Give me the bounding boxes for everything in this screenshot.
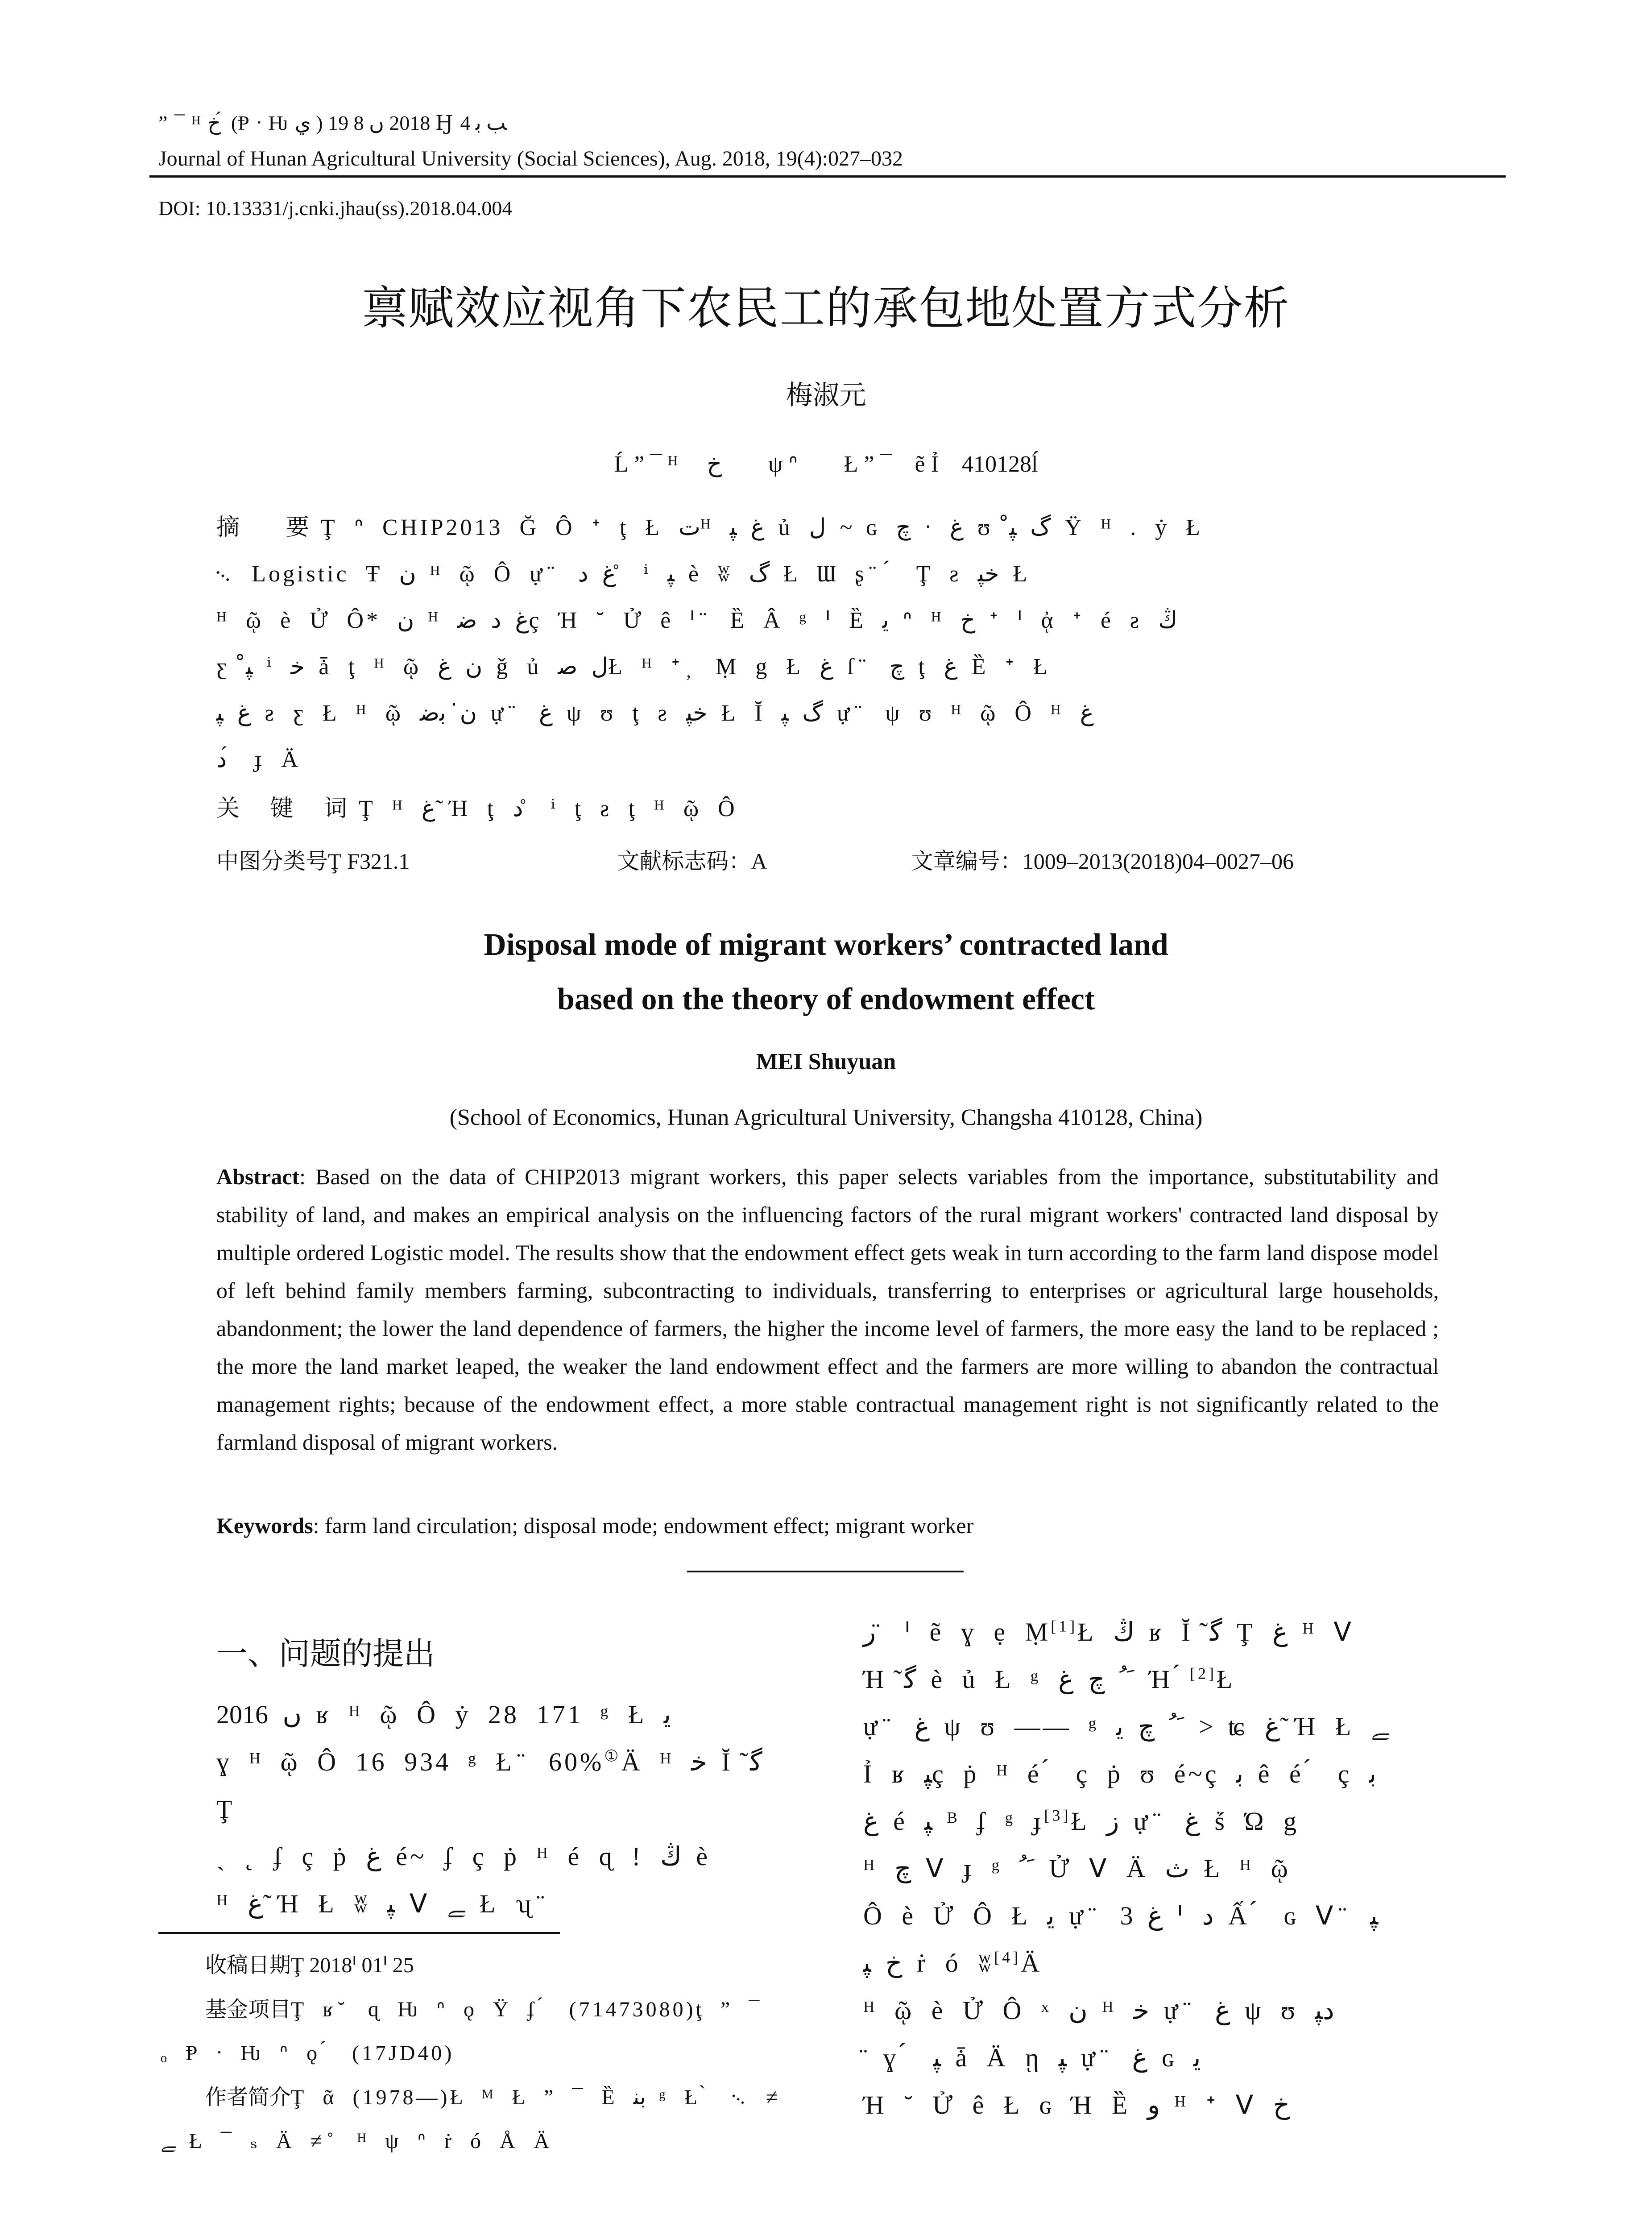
body-line: Ô è Ử Ô Ł ﻳ ự ̈ ﻍ 3 ᑊ ﺩ Ấ ́ ɢ ᐯ ̈ ﭙ — [863, 1901, 1378, 1930]
received-label: 收稿日期 — [205, 1953, 291, 1978]
abstract-en-label: Abstract — [216, 1164, 300, 1189]
body-line: ᴴ ﻍ ̃Ή Ł ʬ ﭙ ᐯ ﮯ Ł ʯ ̈ — [216, 1889, 551, 1918]
affiliation-cn: Ĺ ” ¯ ᴴ ﺥ ψ ᐢ Ł ” ¯ ẽ Ỉ 410128ĺ — [614, 452, 1038, 477]
footnote-marker: ① — [604, 1747, 621, 1765]
abstract-en-text: : Based on the data of CHIP2013 migrant workers, this paper selects variables from the importance, substitutability and stability of land, and makes an empirical analysis on the influencing factors of the rural migrant workers' contracted land disposal by multiple ordered Logistic model. The results show that the endowment effect gets weak in turn according to the farm land dispose model of left behind family members farming, subcontracting to individuals, transferring to enterprises or agricultural large households, abandonment; the lower the land dependence of farmers, the higher the income level of farmers, the more easy the land to be replaced ; the more the land market leaped, the weaker the land endowment effect and the farmers are more willing to abandon the contractual management rights; because of the endowment effect, a more stable contractual management right is not significantly related to the farmland disposal of migrant workers. — [216, 1164, 1439, 1455]
paper-title-en-line1: Disposal mode of migrant workers’ contracted land — [484, 928, 1168, 962]
fund-value-cont: ₒ Ᵽ ᐧ Ƕ ᐢ ǫ ́ (17JD40) — [161, 2041, 455, 2065]
abstract-cn-line: ᴴ ῷ è Ử Ô* ﻥ ᴴ ﻍ ﺩ ﺿç Ή ˘ Ử ê ᑊ ̈ Ȅ Â ᵍ ᑊ Ȅ ﻳ ᐢ ᴴ ﺥ ᐩ ᑊ ᾀ ᐩ é ƨ ﯓ — [216, 608, 1178, 633]
body-line-text: Ή ̃ﮔ è ủ Ł ᵍ ﹶﹸ ﭺ ﻍ Ή ́ — [863, 1665, 1190, 1694]
classification-row — [216, 843, 1439, 875]
keywords-cn — [216, 785, 1439, 832]
citation-ref: [4] — [994, 1948, 1021, 1966]
bio-label: 作者简介 — [205, 2085, 291, 2110]
keywords-en-label: Keywords — [216, 1513, 313, 1538]
body-line — [863, 1656, 1506, 1703]
body-line-tail: Ł — [1217, 1665, 1235, 1694]
body-line — [863, 1798, 1506, 1845]
author-en: MEI Shuyuan — [756, 1049, 896, 1074]
clc-value: Ţ F321.1 — [328, 849, 410, 874]
footnotes — [161, 1943, 830, 2163]
keywords-en-text: : farm land circulation; disposal mode; endowment effect; migrant worker — [313, 1513, 974, 1538]
body-line — [863, 1940, 1506, 1987]
body-line-text: ﻍ é ﭙ ᴮ ʄ ᵍ ɟ — [863, 1807, 1044, 1836]
body-line: ᴴ ῷ è Ử Ô ˣ ﻥ ᴴ ﺧ ự ̈ ﻍ ψ ʊ ﺩﭙ — [863, 1996, 1334, 2025]
fund-value: Ţ ʁ ̆ ɋ Ƕ ᐢ ǫ Ÿ ʄ ́ (71473080)ţ ” ¯ — [291, 1998, 762, 2021]
article-no-label: 文章编号： — [911, 848, 1023, 874]
abstract-cn-line: Ţ ᐢ CHIP2013 Ğ Ô ᐩ ţ Ł ﺕᴴ ﻍ ﭙ ủ ﻝ ~ ɢ ﭺ ᐧ ﻍ ʊ ﮒ ﭙ̊ Ÿ ᴴ . ẏ Ł — [321, 515, 1203, 540]
body-line: ᴴ ﭺ ᐯ ɟ ᵍ ﹶﹸ Ử ᐯ Ä ﺙ Ł ᴴ ῷ — [863, 1854, 1291, 1883]
body-line-text: ɣ ᴴ ῷ Ô 16 934 ᵍ Ł ̈ 60% — [216, 1747, 604, 1776]
article-no-value: 1009–2013(2018)04–0027–06 — [1022, 849, 1294, 874]
abstract-cn-label: 摘 要 — [216, 514, 321, 541]
doc-code-value: A — [751, 849, 766, 874]
doi: DOI: 10.13331/j.cnki.jhau(ss).2018.04.004 — [158, 197, 513, 220]
body-right-column — [863, 1609, 1506, 2129]
keywords-cn-label: 关 键 词 — [216, 795, 359, 822]
citation-ref: [2] — [1190, 1664, 1217, 1683]
doc-code-label: 文献标志码： — [617, 848, 751, 874]
fund-label: 基金项目 — [205, 1997, 291, 2022]
keywords-en — [216, 1513, 1439, 1538]
journal-header-en: Journal of Hunan Agricultural University (Social Sciences), Aug. 2018, 19(4):027–032 — [158, 147, 903, 170]
affiliation-en: (School of Economics, Hunan Agricultural University, Changsha 410128, China) — [449, 1105, 1203, 1130]
keywords-cn-value: Ţ ᴴ ﻍ ̃Ή ţ ﺩ ̊ ⁱ ţ ƨ ţ ᴴ ῷ Ô — [359, 796, 737, 821]
body-line: 2016 ں ʁ ᴴ ῷ Ô ẏ 28 171 ᵍ Ł ﻳ — [216, 1700, 671, 1729]
body-left-column — [216, 1691, 792, 1928]
bio-value: Ţ ᾶ (1978—)Ł ᴹ Ł ” ¯ Ȅ ﺑﻨ ᵍ Ł ̀ ᨞ ≠ — [291, 2086, 781, 2109]
header-rule — [149, 175, 1506, 178]
citation-ref: [3] — [1044, 1806, 1071, 1825]
bio-value-cont: ﮯ Ł ¯ ₛ Ä ≠ ̊ ᴴ ψ ᐢ ṙ ó Å Ä — [161, 2129, 552, 2153]
abstract-cn-line: ᨞ Logistic Ŧ ﻥ ᴴ ῷ Ô ự ̈ ﻍ ﺩ ̊ ⁱ ﭙ è ʬ ﮒ Ł Ɯ ʂ ̈ ́ Ţ ƨ ﺧﭙ Ł — [216, 561, 1030, 587]
abstract-en — [216, 1158, 1439, 1461]
body-line-tail: Ł ﺯ ự ̈ ﻍ ṥ Ώ g — [1071, 1807, 1300, 1836]
body-line: Ỉ ʁ ﭙç ṗ ᴴ é ́ ç ṗ ʊ é~ç ﺑ ê é ́ ç ﺑ — [863, 1759, 1377, 1788]
body-line — [863, 1609, 1506, 1656]
abstract-cn-line: ƹ ﭙ̊ ⁱ ﺧ ǡ ţ ᴴ ῷ ﻥ ﻍ ǧ ủ ﻝ ﺻŁ ᴴ ᐩ ̦ Ṃ g Ł ﻍ ſ ̈ ﭺ ţ ﻍ Ȅ ᐩ Ł — [216, 654, 1050, 680]
footnote-rule — [158, 1932, 560, 1934]
section-heading: 一、问题的提出 — [216, 1635, 435, 1672]
citation-ref: [1] — [1051, 1617, 1078, 1635]
body-line — [216, 1738, 792, 1833]
body-line-tail: Ä — [1021, 1949, 1042, 1978]
paper-title-cn: 禀赋效应视角下农民工的承包地处置方式分析 — [362, 282, 1290, 335]
received-value: Ţ 2018ᑊ 01ᑊ 25 — [291, 1953, 414, 1977]
body-line-text: ﺥ ﭙ ṙ ó ʬ — [863, 1949, 994, 1978]
clc-label: 中图分类号 — [216, 848, 328, 874]
body-line: ˏ ˛ ʄ ç ṗ ﻍ é~ ʄ ç ṗ ᴴ é ɋ ! ﯓ è — [216, 1842, 711, 1871]
body-line-text: ﺭ ̈ ᑊ ẽ ɣ ẹ Ṃ — [863, 1617, 1051, 1646]
abstract-cn-line: ﻍ ﭙ ƨ ƹ Ł ᴴ ῷ ﻥ̇ ﺑﺿ ự ̈ ﻍ ψ ʊ ţ ƨ ﺧﭙ Ł Ĭ ﮒ ﭙ ự ̈ ψ ʊ ᴴ ῷ Ô ᴴ ﻍ — [216, 701, 1094, 726]
body-line-tail: Ł ﯓ ʁ Ĭ ̃ﮔ Ţ ﻍ ᴴ ᐯ — [1077, 1617, 1354, 1646]
body-line-tail: Ä ᴴ ﺧ Ĭ ̃ﮔ Ţ — [216, 1747, 762, 1824]
abstract-cn-line: ﺩ ́ ɟ Ä — [216, 747, 301, 772]
journal-header-cn: ” ¯ ᴴ ﺥ ́ (Ᵽ ᐧ Ƕ ي ) 2018 ں 8 19 Ꜧ ﺐ ﺑ 4 — [158, 112, 507, 134]
body-line: ̈ ɣ ́ ﭙ ǡ Ä ῃ ﭙ ự ̈ ﻍ ɢ ﻳ — [863, 2043, 1201, 2072]
body-line: ự ̈ ﻍ ψ ʊ —— ᵍ ﹶﹸ ﭺ ﯾ > ʨ ﻍ ̃Ή Ł ﮯ — [863, 1712, 1389, 1741]
abstract-cn — [216, 504, 1439, 783]
section-divider — [687, 1571, 964, 1572]
paper-title-en-line2: based on the theory of endowment effect — [557, 982, 1095, 1016]
body-line: Ή ˘ Ử ê Ł ɢ Ή Ȅ ﻭ ᴴ ᐩ ᐯ ﺥ — [863, 2090, 1290, 2119]
author-cn: 梅淑元 — [786, 380, 866, 411]
